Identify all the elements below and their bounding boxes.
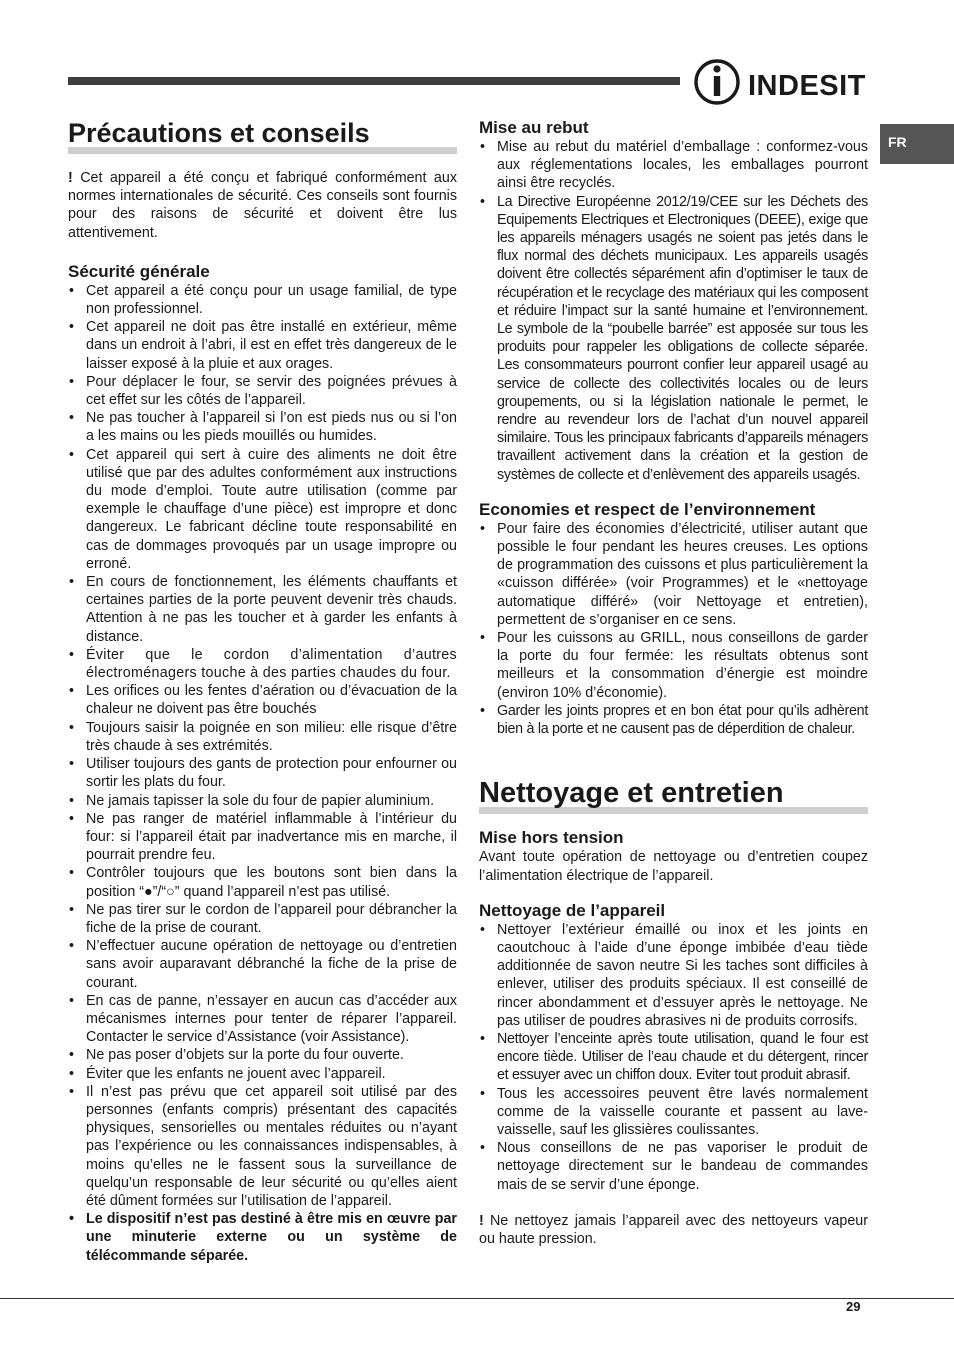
list-item: • Cet appareil a été conçu pour un usage familial, de type non professionnel. <box>68 282 457 318</box>
brand-name: INDESIT <box>748 70 866 102</box>
warning-mark: ! <box>479 1212 484 1229</box>
list-item: • Le dispositif n’est pas destiné à être mis en œuvre par une minuterie externe ou un système de télécommande séparée. <box>68 1210 457 1265</box>
list-item: • En cas de panne, n’essayer en aucun cas d’accéder aux mécanismes internes pour tenter de réparer l’appareil. Contacter le service d’Assistance (voir Assistance). <box>68 992 457 1047</box>
section-heading-rebut: Mise au rebut <box>479 118 589 137</box>
hors-tension-text: Avant toute opération de nettoyage ou d’entretien coupez l’alimentation électrique de l’appareil. <box>479 849 868 884</box>
section-title-nettoyage <box>479 776 868 814</box>
section-heading-hors-tension: Mise hors tension <box>479 828 624 848</box>
list-item: • Cet appareil ne doit pas être installé en extérieur, même dans un endroit à l’abri, il est en effet très dangereux de le laisser exposé à la pluie et aux orages. <box>68 318 457 373</box>
economies-list <box>479 520 868 738</box>
list-item: • N’effectuer aucune opération de nettoyage ou d’entretien sans avoir auparavant débranché la fiche de la prise de courant. <box>68 937 457 992</box>
list-item: • Utiliser toujours des gants de protection pour enfourner ou sortir les plats du four. <box>68 755 457 791</box>
left-column <box>68 116 457 1265</box>
section-heading-economies: Economies et respect de l’environnement <box>479 499 816 519</box>
language-tab: FR <box>880 124 954 164</box>
list-item: • Garder les joints propres et en bon état pour qu’ils adhèrent bien à la porte et ne causent pas de déperdition de chaleur. <box>479 702 868 738</box>
list-item: • Les orifices ou les fentes d’aération ou d’évacuation de la chaleur ne doivent pas être bouchés <box>68 682 457 718</box>
list-item: • Ne pas tirer sur le cordon de l’appareil pour débrancher la fiche de la prise de courant. <box>68 901 457 937</box>
list-item: • Toujours saisir la poignée en son milieu: elle risque d’être très chaude à ses extrémités. <box>68 719 457 755</box>
list-item: • Il n’est pas prévu que cet appareil soit utilisé par des personnes (enfants compris) présentant des capacités physiques, sensorielles ou mentales réduites ou n’ayant pas l’expérience ou les connaissances indispensables, à moins qu’elles ne le fassent sous la surveillance de quelqu’un responsable de leur sécurité ou qu’elles aient été dûment formées sur l’utilisation de l’appareil. <box>68 1083 457 1210</box>
section-title-nettoyage-text: Nettoyage et entretien <box>479 777 784 810</box>
list-item: • Éviter que le cordon d’alimentation d’autres électroménagers touche à des parties chaudes du four. <box>68 646 457 682</box>
list-item: • Ne pas poser d’objets sur la porte du four ouverte. <box>68 1046 457 1064</box>
page-title-text: Précautions et conseils <box>68 118 370 148</box>
list-item: • Mise au rebut du matériel d’emballage : conformez-vous aux réglementations locales, les emballages pourront ainsi être recyclés. <box>479 138 868 193</box>
list-item: • La Directive Européenne 2012/19/CEE sur les Déchets des Equipements Electriques et Electroniques (DEEE), exige que les appareils ménagers usagés ne soient pas jetés dans le flux normal des déchets municipaux. Les appareils usagés doivent être collectés séparément afin d’optimiser le taux de récupération et le recyclage des matériaux qui les composent et réduire l’impact sur la santé humaine et l’environnement. Le symbole de la “poubelle barrée” est apposée sur tous les produits pour rappeler les obligations de collecte séparée. Les consommateurs pourront confier leur appareil usagé au service de collecte des collectivités locales ou de leurs groupements, ou si la législation nationale le permet, le rendre au revendeur lors de l’achat d’un nouvel appareil similaire. Tous les principaux fabricants d’appareils ménagers travaillent activement dans la création et la gestion de systèmes de collecte et d’enlèvement des appareils usagés. <box>479 193 868 484</box>
rebut-list <box>479 138 868 484</box>
securite-list <box>68 282 457 1265</box>
footer-rule <box>0 1298 954 1299</box>
right-column <box>479 118 868 1248</box>
list-item: • Cet appareil qui sert à cuire des aliments ne doit être utilisé que par des adultes conformément aux instructions du mode d’emploi. Toute autre utilisation (comme par exemple le chauffage d’une pièce) est impropre et donc dangereux. Le fabricant décline toute responsabilité en cas de dommages provoqués par un usage impropre ou erroné. <box>68 446 457 573</box>
list-item: • Ne pas ranger de matériel inflammable à l’intérieur du four: si l’appareil était par inadvertance mis en marche, il pourrait prendre feu. <box>68 810 457 865</box>
final-warning-text: Ne nettoyez jamais l’appareil avec des nettoyeurs vapeur ou haute pression. <box>479 1212 868 1247</box>
list-item: • En cours de fonctionnement, les éléments chauffants et certaines parties de la porte peuvent devenir très chauds. Attention à ne pas les toucher et à garder les enfants à distance. <box>68 573 457 646</box>
list-item: • Nous conseillons de ne pas vaporiser le produit de nettoyage directement sur le bandeau de commandes mais de se servir d’une éponge. <box>479 1139 868 1194</box>
list-item: • Nettoyer l’enceinte après toute utilisation, quand le four est encore tiède. Utiliser de l’eau chaude et du détergent, rincer et essuyer avec un chiffon doux. Eviter tout produit abrasif. <box>479 1030 868 1085</box>
section-heading-appareil: Nettoyage de l’appareil <box>479 900 666 920</box>
intro-text: Cet appareil a été conçu et fabriqué conformément aux normes internationales de sécurité. Ces conseils sont fournis pour des raisons de sécurité et doivent être lus attentivement. <box>68 170 457 241</box>
page-title <box>68 116 457 154</box>
appareil-list <box>479 921 868 1194</box>
list-item: • Tous les accessoires peuvent être lavés normalement comme de la vaisselle courante et passent au lave-vaisselle, sauf les glissières coulissantes. <box>479 1085 868 1140</box>
list-item: • Ne jamais tapisser la sole du four de papier aluminium. <box>68 792 457 810</box>
page-number: 29 <box>846 1299 861 1314</box>
intro-paragraph <box>68 169 457 242</box>
list-item: • Pour faire des économies d’électricité, utiliser autant que possible le four pendant les heures creuses. Les options de programmation des cuissons et plus particulièrement la «cuisson différée» (voir Programmes) et le «nettoyage automatique différé» (voir Nettoyage et entretien), permettent de s’organiser en ce sens. <box>479 520 868 629</box>
list-item: • Pour les cuissons au GRILL, nous conseillons de garder la porte du four fermée: les résultats obtenus sont meilleurs et la consommation d’énergie est moindre (environ 10% d’économie). <box>479 629 868 702</box>
warning-mark: ! <box>68 170 73 186</box>
list-item: • Nettoyer l’extérieur émaillé ou inox et les joints en caoutchouc à l’aide d’une éponge imbibée d’eau tiède additionnée de savon neutre Si les taches sont difficiles à enlever, utiliser des produits spéciaux. Il est conseillé de rincer abondamment et d’essuyer après le nettoyage. Ne pas utiliser de poudres abrasives ni de produits corrosifs. <box>479 921 868 1030</box>
indesit-logo <box>694 58 870 106</box>
final-warning <box>479 1212 868 1248</box>
list-item: • Pour déplacer le four, se servir des poignées prévues à cet effet sur les côtés de l’appareil. <box>68 373 457 409</box>
list-item: • Ne pas toucher à l’appareil si l’on est pieds nus ou si l’on a les mains ou les pieds mouillés ou humides. <box>68 409 457 445</box>
section-heading-securite: Sécurité générale <box>68 261 210 281</box>
list-item: • Contrôler toujours que les boutons sont bien dans la position “●”/“○” quand l’appareil n’est pas utilisé. <box>68 864 457 900</box>
list-item: • Éviter que les enfants ne jouent avec l’appareil. <box>68 1065 457 1083</box>
header-rule <box>68 77 680 85</box>
